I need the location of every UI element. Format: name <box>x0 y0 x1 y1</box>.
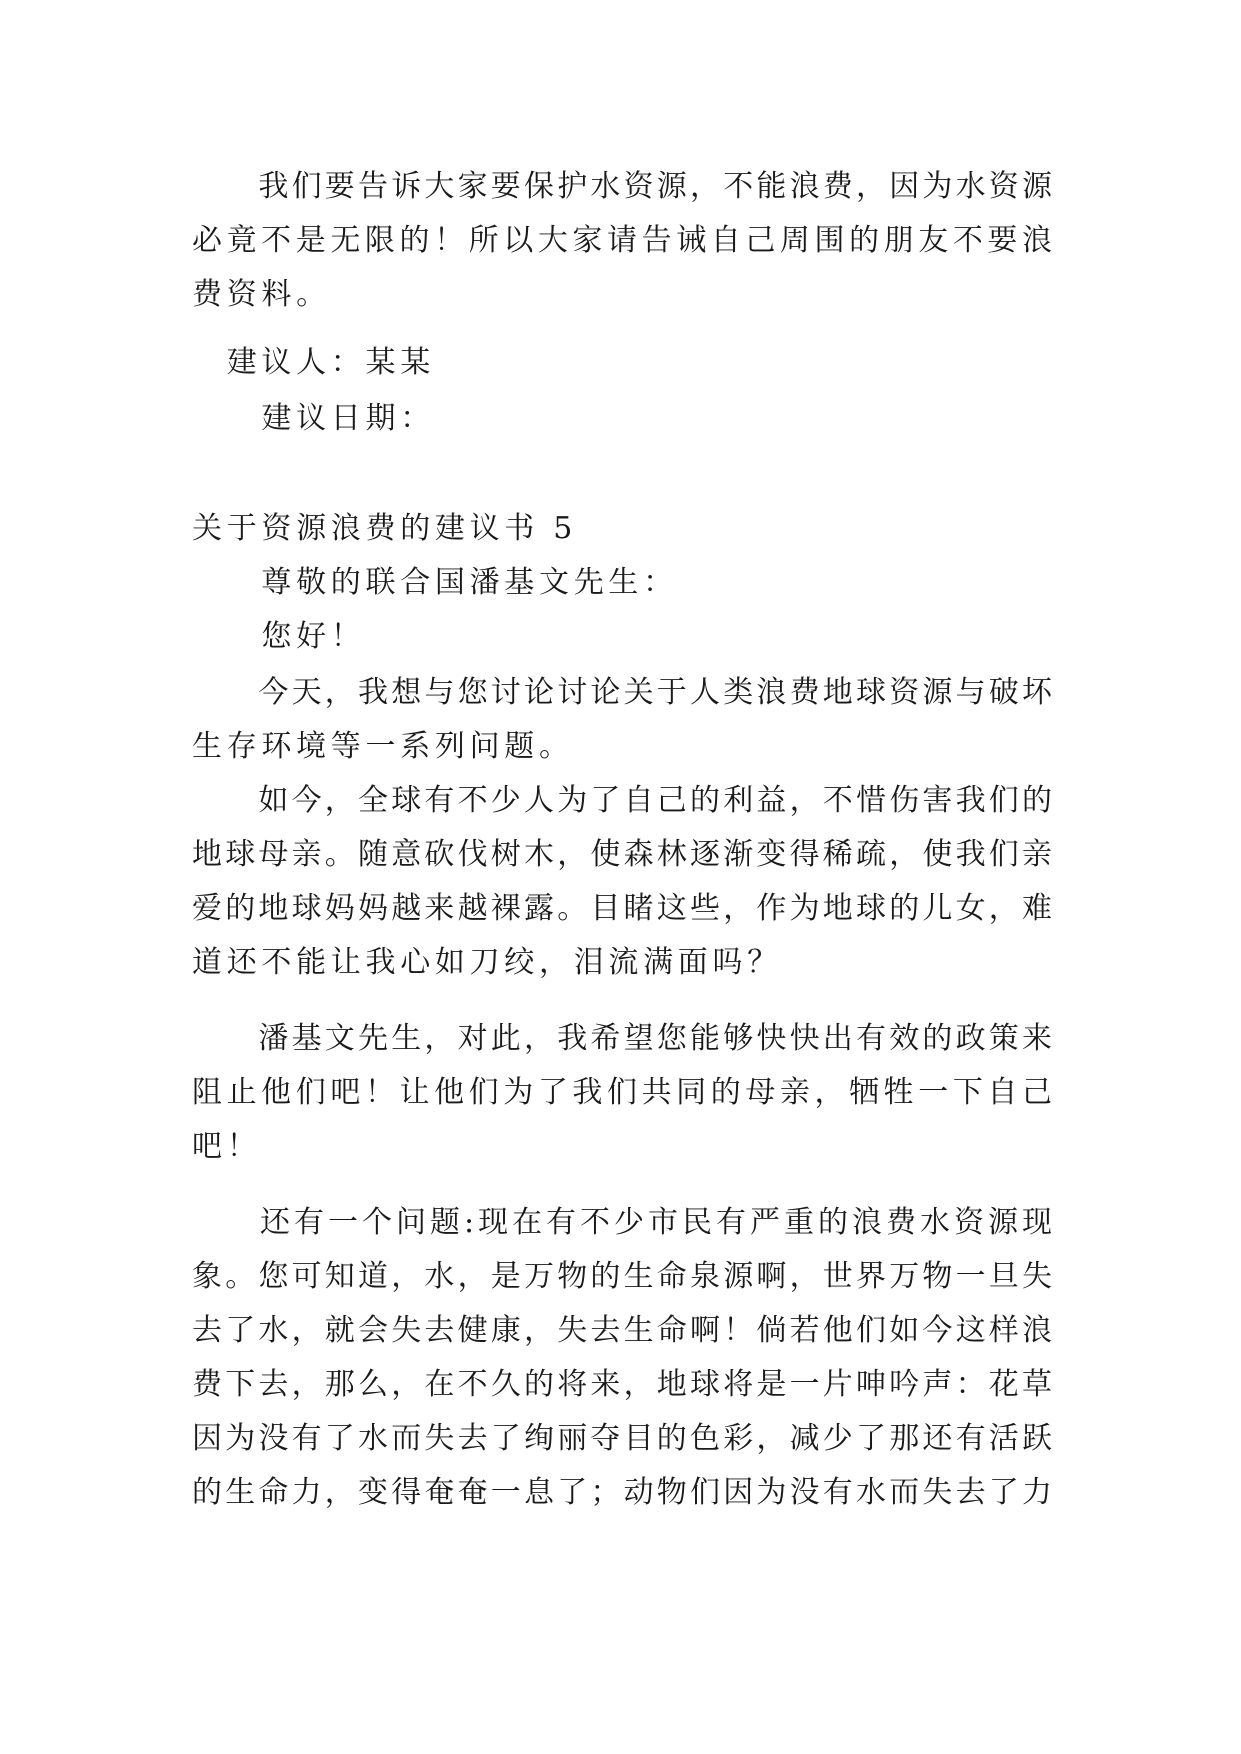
paragraph-line: 地球母亲。随意砍伐树木，使森林逐渐变得稀疏，使我们亲 <box>192 837 1052 872</box>
paragraph-line: 今天，我想与您讨论讨论关于人类浪费地球资源与破坏 <box>192 675 1052 710</box>
paragraph-line: 生存环境等一系列问题。 <box>192 729 574 764</box>
paragraph-line: 象。您可知道，水，是万物的生命泉源啊，世界万物一旦失 <box>192 1259 1052 1294</box>
paragraph-line: 吧！ <box>192 1129 262 1164</box>
paragraph-line: 阻止他们吧！让他们为了我们共同的母亲，牺牲一下自己 <box>192 1075 1052 1110</box>
paragraph-line: 必竟不是无限的！所以大家请告诫自己周围的朋友不要浪 <box>192 223 1052 258</box>
salutation-line: 尊敬的联合国潘基文先生： <box>192 565 678 600</box>
paragraph-line: 费资料。 <box>192 277 331 312</box>
paragraph-line: 因为没有了水而失去了绚丽夺目的色彩，减少了那还有活跃 <box>192 1421 1052 1456</box>
paragraph-line: 的生命力，变得奄奄一息了；动物们因为没有水而失去了力 <box>192 1475 1052 1510</box>
paragraph-line: 费下去，那么，在不久的将来，地球将是一片呻吟声：花草 <box>192 1367 1052 1402</box>
section-title: 关于资源浪费的建议书 5 <box>192 511 578 546</box>
date-line: 建议日期： <box>192 401 435 436</box>
paragraph-line: 潘基文先生，对此，我希望您能够快快出有效的政策来 <box>192 1021 1052 1056</box>
paragraph-line: 道还不能让我心如刀绞，泪流满面吗？ <box>192 945 782 980</box>
paragraph-line: 我们要告诉大家要保护水资源，不能浪费，因为水资源 <box>192 169 1052 204</box>
paragraph-line: 还有一个问题:现在有不少市民有严重的浪费水资源现 <box>192 1205 1052 1240</box>
signature-line: 建议人：某某 <box>192 345 435 380</box>
paragraph-line: 爱的地球妈妈越来越裸露。目睹这些，作为地球的儿女，难 <box>192 891 1052 926</box>
greeting-line: 您好！ <box>192 619 366 654</box>
paragraph-line: 去了水，就会失去健康，失去生命啊！倘若他们如今这样浪 <box>192 1313 1052 1348</box>
paragraph-line: 如今，全球有不少人为了自己的利益，不惜伤害我们的 <box>192 783 1052 818</box>
